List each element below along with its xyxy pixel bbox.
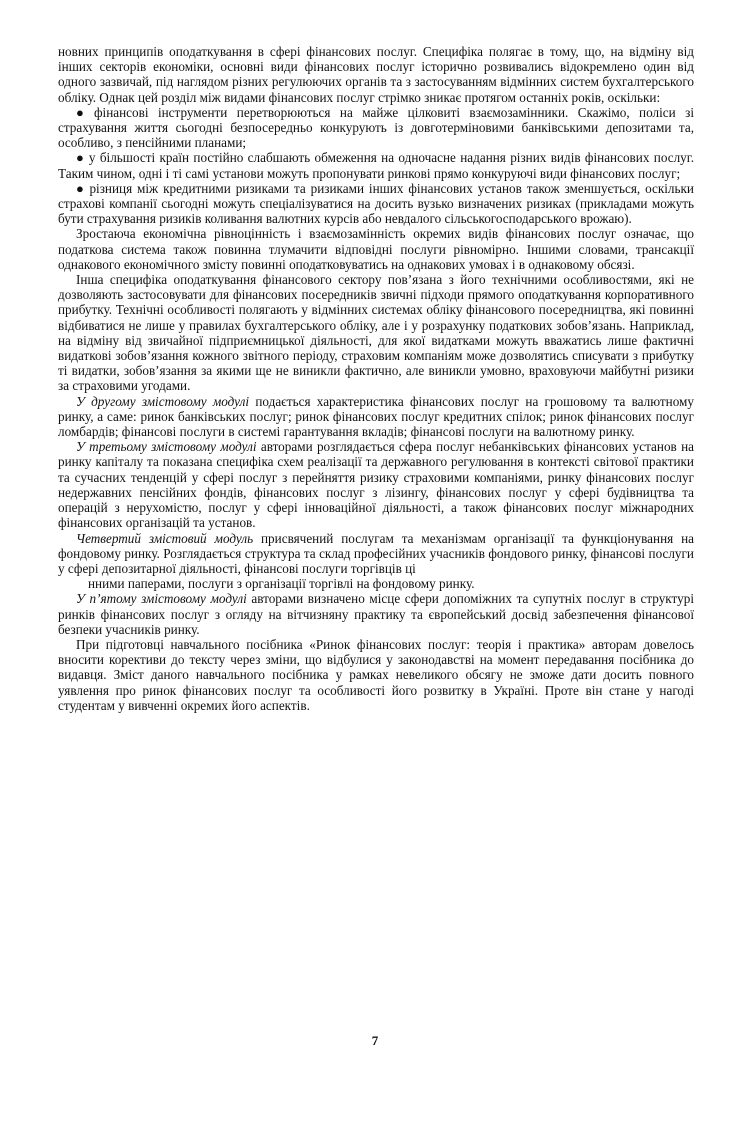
- list-item: [58, 181, 694, 227]
- paragraph-module-5: [58, 591, 694, 637]
- paragraph-intro: новних принципів оподаткування в сфері фінансових послуг. Специфіка полягає в тому, що, на відміну від інших секторів економіки, основні види фінансових послуг історично розвивались відокремлено один від одного зазвичай, під наглядом різних регулюючих органів та з застосуванням відмінних систем бухгалтерського обліку. Однак цей розділ між видами фінансових послуг стрімко зникає протягом останніх років, оскільки:: [58, 44, 694, 105]
- bullet-icon: ●: [76, 150, 85, 166]
- list-item-text: фінансові інструменти перетворюються на майже цілковиті взаємозамінники. Скажімо, поліси зі страхування життя сьогодні безпосередньо конкурують із довготерміновими банківськими депозитами та, особливо, з пенсійними планами;: [58, 104, 695, 151]
- module-text: присвячений послугам та механізмам організації та функціонування на фондовому ринку. Розглядається структура та склад професійних учасників фондового ринку, фінансові послуги у сфері депозитарної діяльності, фінансові послуги торгівців ці: [58, 530, 695, 576]
- list-item: [58, 105, 694, 151]
- module-text: авторами визначено місце сфери допоміжних та супутніх послуг в структурі ринків фінансових послуг з огляду на вітчизняну практику та європейський досвід забезпечення фінансової безпеки учасників ринку.: [58, 591, 694, 637]
- paragraph-module-4-continued: нними паперами, послуги з організації торгівлі на фондовому ринку.: [88, 576, 475, 592]
- module-text: авторами розглядається сфера послуг небанківських фінансових установ на ринку капіталу та показана специфіка схем реалізації та державного регулювання в контексті світової практики та сучасних тенденцій у сфері послуг з перейняття ризику страховими компаніями, ринку фінансових послуг недержавних пенсійних фондів, фінансових послуг з лізингу, фінансових послуг у сфері будівництва та операцій з нерухомістю, послуг у сфері інноваційної діяльності, а також фінансових послуг міжнародних фінансових організацій та установ.: [58, 439, 694, 531]
- list-item-text: різниця між кредитними ризиками та ризиками інших фінансових установ також зменшується, оскільки страхові компанії сьогодні можуть спеціалізуватися на досить вузько визначених ризиках (прикладами можуть бути страхування ризиків коливання валютних курсів або невдалого сільськогосподарського врожаю).: [58, 180, 694, 227]
- bullet-icon: ●: [76, 180, 86, 196]
- paragraph-equivalence: Зростаюча економічна рівноцінність і взаємозамінність окремих видів фінансових послуг означає, що податкова система також повинна тлумачити відповідні послуги рівномірно. Іншими словами, трансакції однакового економічного змісту повинні оподатковуватись на однакових умовах і в однаковому обсязі.: [58, 226, 694, 272]
- page-number: 7: [371, 1033, 379, 1048]
- module-title: У третьому змістовому модулі: [76, 439, 257, 455]
- paragraph-module-2: [58, 394, 694, 440]
- paragraph-module-3: [58, 439, 694, 530]
- module-title: У другому змістовому модулі: [76, 393, 250, 409]
- module-title: Четвертий змістовий модуль: [76, 530, 254, 546]
- paragraph-conclusion: При підготовці навчального посібника «Ринок фінансових послуг: теорія і практика» авторам довелось вносити корективи до тексту через зміни, що відбулися у законодавстві на момент передавання посібника до видавця. Зміст даного навчального посібника у рамках невеликого обсягу не зможе дати досить повного уявлення про ринок фінансових послуг та особливості його розвитку в Україні. Проте він стане у нагоді студентам у вивченні окремих його аспектів.: [58, 636, 694, 713]
- module-text: подається характеристика фінансових послуг на грошовому та валютному ринку, а саме: ринок банківських послуг; ринок фінансових послуг кредитних спілок; ринок фінансових послуг ломбардів; фінансові послуги в системі гарантування вкладів; фінансові послуги на валютному ринку.: [58, 393, 694, 440]
- bullet-icon: ●: [76, 104, 90, 120]
- paragraph-module-4: [58, 531, 694, 577]
- list-item: [58, 150, 694, 180]
- module-title: У п’ятому змістовому модулі: [76, 591, 247, 607]
- page-body: [58, 44, 694, 713]
- list-item-text: у більшості країн постійно слабшають обмеження на одночасне надання різних видів фінансових послуг. Таким чином, одні і ті самі установи можуть пропонувати ринкові прямо конкуруючі види фінансових послуг;: [58, 150, 694, 181]
- paragraph-technical: Інша специфіка оподаткування фінансового сектору пов’язана з його технічними особливостями, які не дозволяють застосовувати для фінансових посередників звичні підходи прямого оподаткування корпоративного прибутку. Технічні особливості полягають у відмінних системах обліку фінансового посередництва, які повинні відбиватися не лише у правилах бухгалтерського обліку, але і у розрахунку податкових зобов’язань. Наприклад, на відміну від звичайної підприємницької діяльності, для якої видатками можуть вважатись лише фактичні видаткові зобов’язання кожного звітного періоду, страховим компаніям може дозволятись списувати з прибутку ті видатки, зобов’язання за якими ще не виникли фактично, але виникли умовно, враховуючи майбутні ризики за страховими угодами.: [58, 272, 694, 394]
